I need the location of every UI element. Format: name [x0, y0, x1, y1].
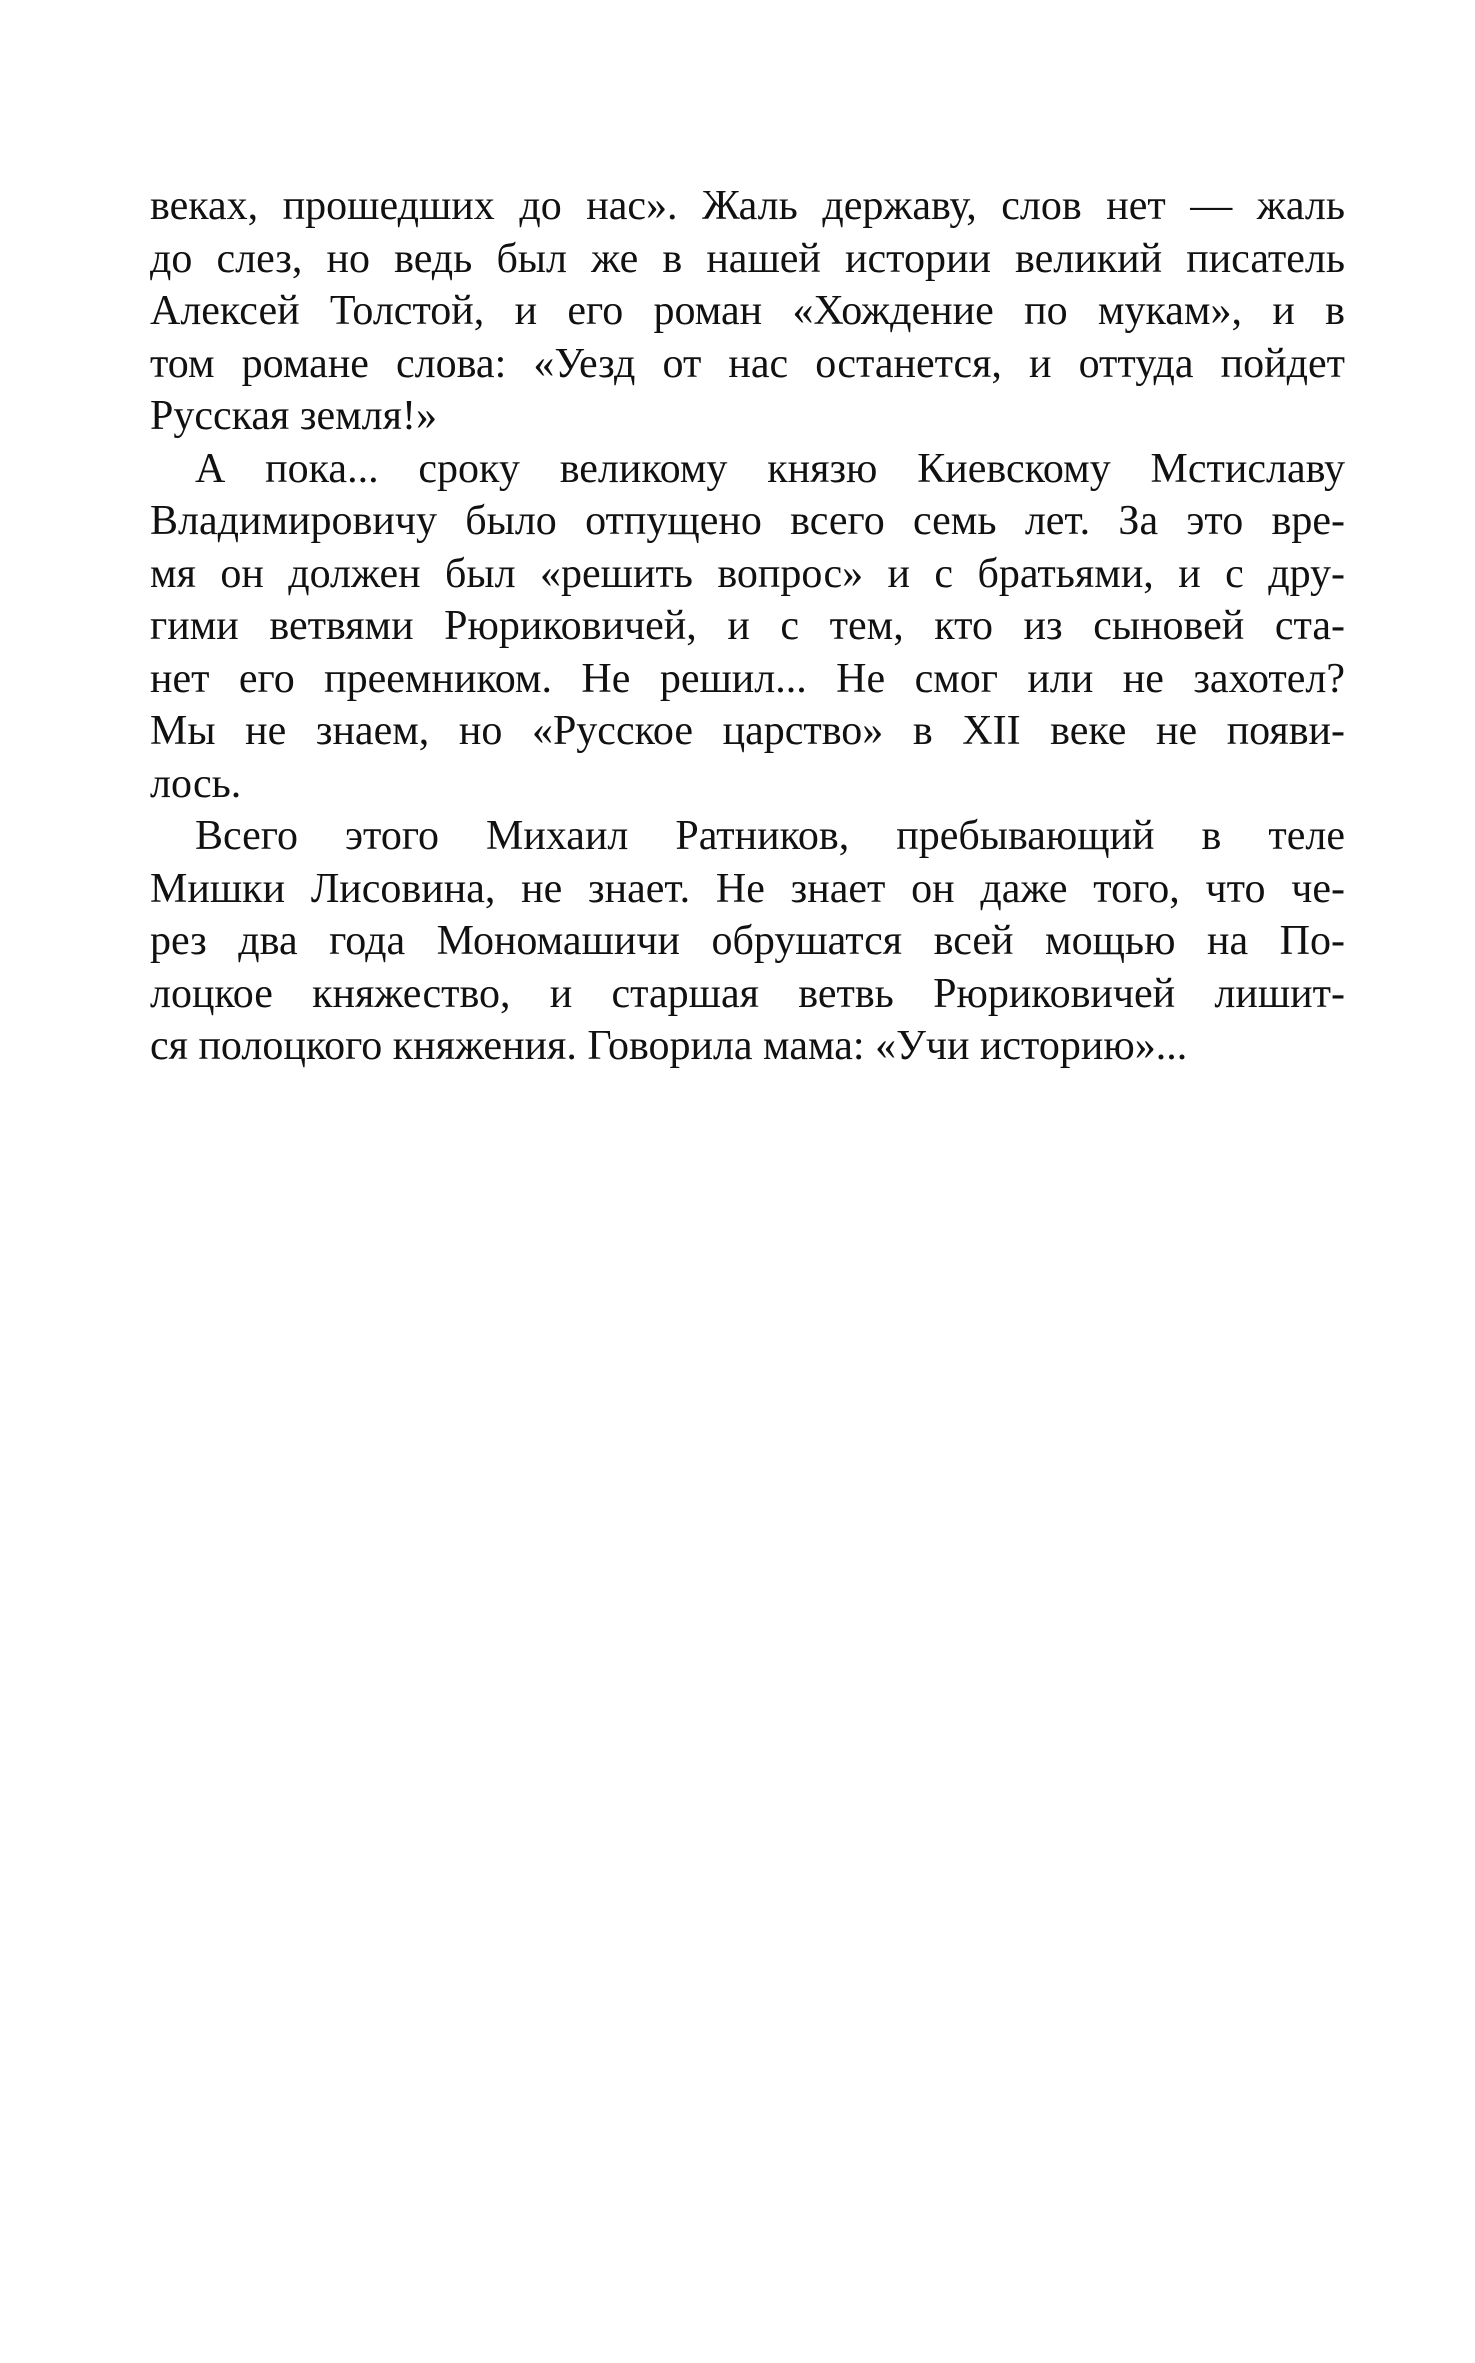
text-line: до слез, но ведь был же в нашей истории великий писатель [150, 235, 1345, 282]
text-line: том романе слова: «Уезд от нас останется, и оттуда пойдет [150, 340, 1345, 387]
text-line: А пока... сроку великому князю Киевскому Мстиславу [195, 445, 1345, 492]
text-line: веках, прошедших до нас». Жаль державу, слов нет — жаль [150, 183, 1345, 229]
book-page [150, 180, 1345, 1073]
text-line: мя он должен был «решить вопрос» и с братьями, и с дру- [150, 550, 1345, 597]
text-line: Всего этого Михаил Ратников, пребывающий в теле [195, 813, 1345, 859]
text-line: Алексей Толстой, и его роман «Хождение по мукам», и в [150, 288, 1345, 334]
text-line: гими ветвями Рюриковичей, и с тем, кто из сыновей ста- [150, 603, 1345, 649]
text-line: Русская земля!» [150, 393, 437, 439]
text-line: нет его преемником. Не решил... Не смог или не захотел? [150, 655, 1345, 702]
text-line: Владимировичу было отпущено всего семь лет. За это вре- [150, 498, 1345, 544]
text-line: лоцкое княжество, и старшая ветвь Рюриковичей лишит- [150, 970, 1345, 1017]
text-line: Мишки Лисовина, не знает. Не знает он даже того, что че- [150, 865, 1345, 912]
text-line: лось. [150, 760, 242, 807]
text-line: рез два года Мономашичи обрушатся всей мощью на По- [150, 918, 1345, 964]
text-line: Мы не знаем, но «Русское царство» в XII веке не появи- [150, 708, 1345, 754]
text-line: ся полоцкого княжения. Говорила мама: «Учи историю»... [150, 1023, 1188, 1069]
